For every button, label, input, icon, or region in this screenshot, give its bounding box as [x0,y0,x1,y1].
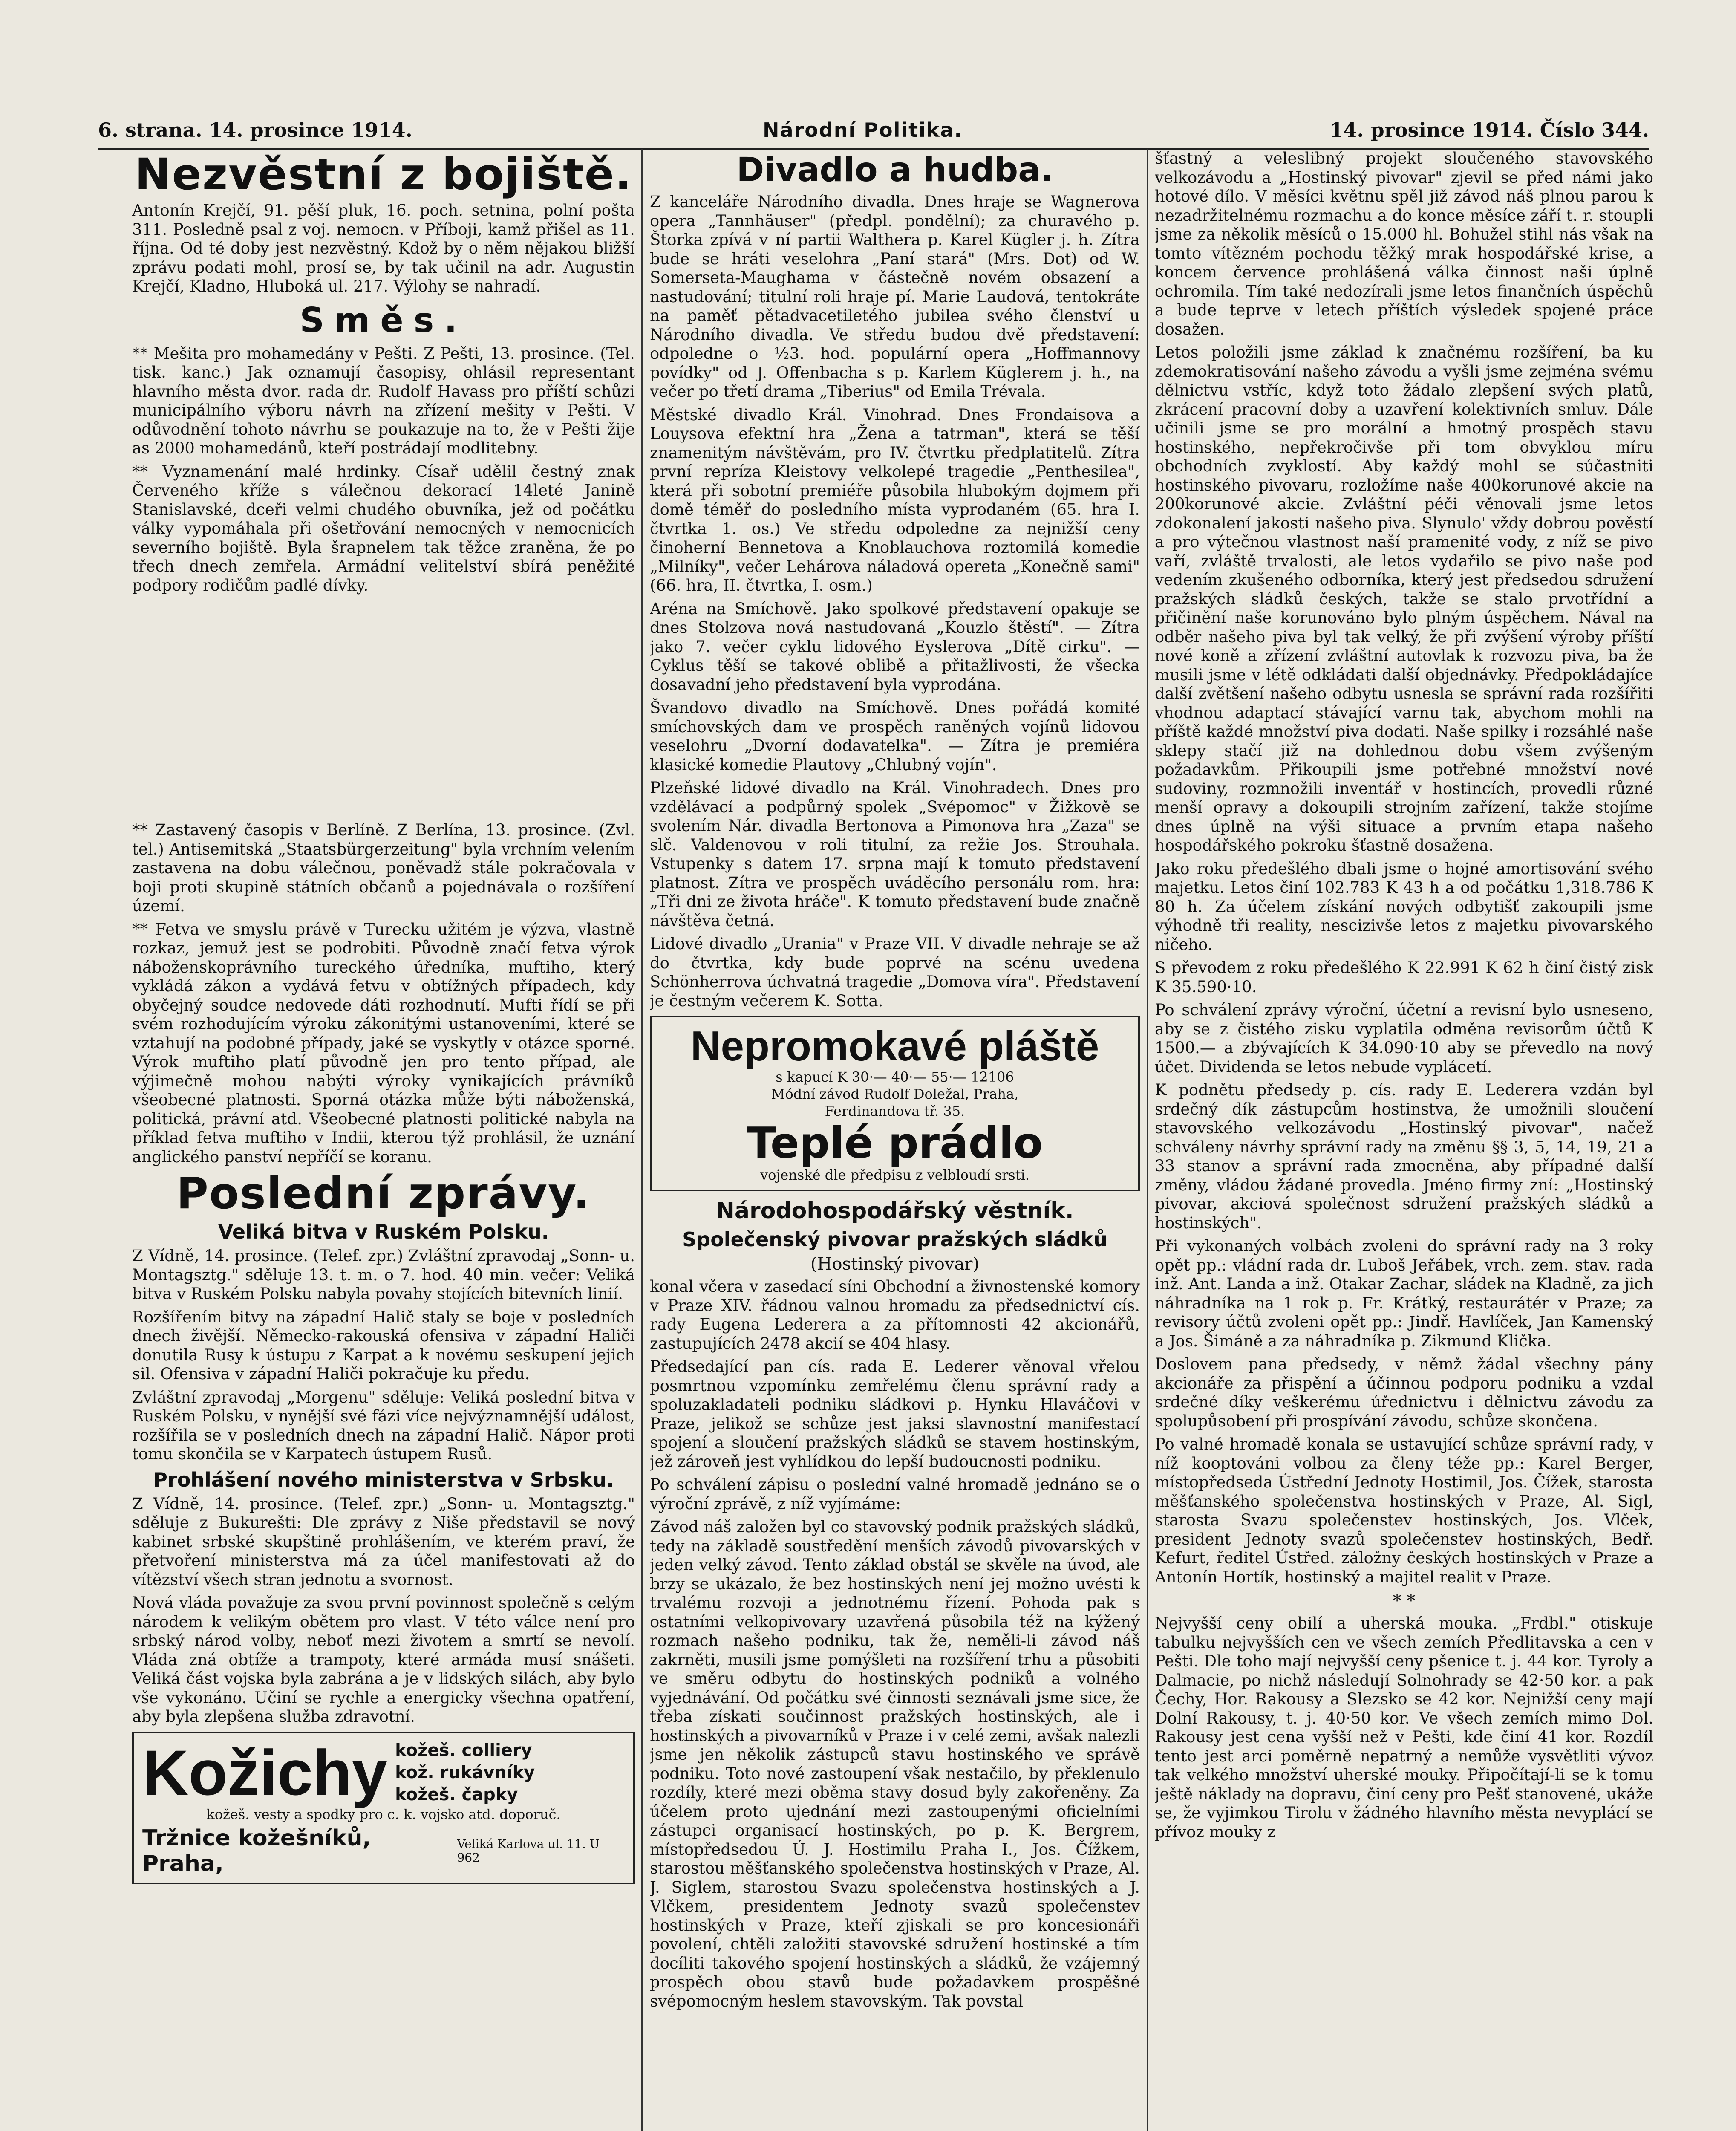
article-paragraph: S převodem z roku předešlého K 22.991 K 62 h činí čistý zisk K 35.590·10. [1155,959,1653,996]
article-paragraph: Po schválení zápisu o poslední valné hromadě jednáno se o výroční zprávě, z níž vyjímáme: [650,1476,1140,1513]
header-right: 14. prosince 1914. Číslo 344. [1329,118,1649,141]
column-rule [641,149,643,2131]
article-paragraph: Nejvyšší ceny obilí a uherská mouka. „Frdbl." otiskuje tabulku nejvyšších cen ve všech zemích Předlitavska a cen v Pešti. Dle toho mají nejvyšší ceny pšenice t. j. 44 kor. Tyroly a Dalmacie, po nichž následují Solnohrady se 42·50 kor. a pak Čechy, Hor. Rakousy a Slezsko se 42 kor. Nejnižší ceny mají Dolní Rakousy, t. j. 40·50 kor. Ve všech zemích mimo Dol. Rakousy jest cena vyšší než v Pešti, kde činí 41 kor. Rozdíl tento jest arci poměrně nepatrný a nemůže vysvětliti vývoz tak velkého množství uherské mouky. Připočítají-li se k tomu ještě náklady na dopravu, činí ceny pro Pešť stanovené, ukáže se, že vyjimkou Tirolu v žádného hlavního města nevyplácí se přívoz mouky z [1155,1614,1653,1841]
column-3 [1155,149,1653,2131]
ad-line: vojenské dle předpisu z velbloudí srsti. [760,1167,1029,1183]
article-paragraph: ** Zastavený časopis v Berlíně. Z Berlína, 13. prosince. (Zvl. tel.) Antisemitská „Staatsbürgerzeitung" byla vrchním velením zastavena na dobu válečnou, poněvadž stále pokračovala v boji proti skupině státních občanů a pojednávala o rozšíření území. [132,821,635,915]
column-2 [650,149,1140,2131]
article-paragraph: Švandovo divadlo na Smíchově. Dnes pořádá komité smíchovských dam ve prospěch raněných vojínů lidovou veselohru „Dvorní dodavatelka". — Zítra je premiéra klasické komedie Plautovy „Chlubný vojín". [650,699,1140,774]
section-title: Nezvěstní z bojiště. [135,149,632,200]
article-paragraph: Po schválení zprávy výroční, účetní a revisní bylo usneseno, aby se z čistého zisku vyplatila odměna revisorům účtů K 1500.— a zbývajících K 34.090·10 aby se převedlo na nový účet. Dividenda se letos nebude vyplácetí. [1155,1001,1653,1076]
column-rule [1147,149,1148,2131]
article-paragraph: Aréna na Smíchově. Jako spolkové představení opakuje se dnes Stolzova nová nastudovaná „Kouzlo štěstí". — Zítra jako 7. večer cyklu lidového Eyslerova „Dítě cirku". — Cyklus těší se takové oblibě a přitažlivosti, že všecka dosavadní jeho představení byla vyprodána. [650,599,1140,694]
ad-item: kož. rukávníky [395,1762,535,1782]
article-paragraph: Doslovem pana předsedy, v němž žádal všechny pány akcionáře za přispění a účinnou podporu podniku a vzdal srdečné díky veškerému úřednictvu i dělnictvu závodu za spolupůsobení při prospívání závodu, schůze skončena. [1155,1355,1653,1430]
article-paragraph: šťastný a veleslibný projekt sloučeného stavovského velkozávodu a „Hostinský pivovar" zjevil se před námi jako hotové dílo. V měsíci květnu spěl již závod náš plnou parou k nezadržitelnému rozmachu a do konce měsíce září t. r. stoupli jsme za několik měsíců o 15.000 hl. Bohužel stihl nás však na tomto vítězném pochodu těžký mrak hospodářské krise, a koncem července prohlášená válka činnost naši úplně ochromila. Tím také nedozírali jsme letos finančních úspěchů a bude teprve v letech příštích výsledek spojené práce dosažen. [1155,149,1653,338]
ad-items [395,1739,535,1806]
section-title: Divadlo a hudba. [736,151,1053,189]
article-paragraph: konal včera v zasedací síni Obchodní a živnostenské komory v Praze XIV. řádnou valnou hromadu za předsednictví cís. rady Eugena Lederera a za přítomnosti 42 akcionářů, zastupujících 2478 akcií se 404 hlasy. [650,1277,1140,1353]
article-paragraph: Antonín Krejčí, 91. pěší pluk, 16. poch. setnina, polní pošta 311. Posledně psal z voj. nemocn. v Příboji, kamž přišel as 11. října. Od té doby jest nezvěstný. Kdož by o něm nějakou bližší zprávu podati mohl, prosí se, by tak učinil na adr. Augustin Krejčí, Kladno, Hluboká ul. 217. Výlohy se nahradí. [132,201,635,295]
ad-title: Kožichy [142,1736,388,1808]
article-paragraph: Při vykonaných volbách zvoleni do správní rady na 3 roky opět pp.: vládní rada dr. Luboš Jeřábek, vrch. zem. stav. rada inž. Ant. Landa a inž. Otakar Zachar, sládek na Kladně, za jich náhradníka na 1 rok p. Fr. Krátký, restaurátér v Praze; za revisory účtů zvoleni opět pp.: Jindř. Havlíček, Jan Kamenský a Jos. Šimáně a za náhradníka p. Zikmund Klička. [1155,1237,1653,1350]
ad-line: Ferdinandova tř. 35. [825,1103,965,1119]
page-header [98,114,1649,150]
article-headline: Veliká bitva v Ruském Polsku. [218,1220,549,1243]
ad-item: kožeš. colliery [395,1740,532,1760]
article-paragraph: Z Vídně, 14. prosince. (Telef. zpr.) Zvláštní zpravodaj „Sonn- u. Montagsztg." sděluje 13. t. m. o 7. hod. 40 min. večer: Veliká bitva v Ruském Polsku nabyla povahy stojících bitevních linií. [132,1247,635,1303]
article-paragraph: K podnětu předsedy p. cís. rady E. Lederera vzdán byl srdečný dík zástupcům hostinstva, že umožnili sloučení stavovského velkozávodu „Hostinský pivovar", načež schváleny návrhy správní rady na změnu §§ 3, 5, 14, 19, 21 a 33 stanov a správní rada zmocněna, aby případné další změny, vládou žádané provedla. Jméno firmy zní: „Hostinský pivovar, akciová společnost sdružení pražských sládků a hostinských". [1155,1081,1653,1232]
section-title: Směs. [300,300,467,340]
article-paragraph: Zvláštní zpravodaj „Morgenu" sděluje: Veliká poslední bitva v Ruském Polsku, v nynější své fázi více nejvýznamnější událost, rozšířila se v posledních dnech na západní Halič. Nápor proti tomu skončila se v Karpatech ústupem Rusů. [132,1388,635,1463]
article-paragraph: Po valné hromadě konala se ustavující schůze správní rady, v níž kooptováni volbou za členy téže pp.: Karel Berger, místopředseda Ústřední Jednoty Hostimil, Jos. Čížek, starosta měšťanského společenstva hostinských v Praze, Al. Sigl, starosta Svazu společenstev hostinských, Jos. Vlček, president Jednoty svazů společenstev hostinských, Bedř. Kefurt, ředitel Ústřed. záložny českých hostinských v Praze a Antonín Hortík, hostinský a majitel realit v Praze. [1155,1435,1653,1586]
ad-line: Módní závod Rudolf Doležal, Praha, [771,1086,1019,1102]
separator: * * [1393,1591,1416,1611]
blank-space [132,599,635,821]
article-headline: Společenský pivovar pražských sládků [682,1228,1107,1251]
article-paragraph: Z kanceláře Národního divadla. Dnes hraje se Wagnerova opera „Tannhäuser" (předpl. pondělní); za churavého p. Štorka zpívá v ní partii Walthera p. Karel Kügler j. h. Zítra bude se hráti veselohra „Paní stará" (Mrs. Dot) od W. Somerseta-Maughama v částečně novém obsazení a nastudování; titulní roli hraje pí. Marie Laudová, tentokráte na paměť pětadvacetiletého jubilea svého členství u Národního divadla. Ve středu budou dvě představení: odpoledne o ½3. hod. populární opera „Hoffmannovy povídky" od J. Offenbacha s p. Karlem Küglerem j. h., na večer po třetí drama „Tiberius" od Emila Trévala. [650,193,1140,401]
article-paragraph: Jako roku předešlého dbali jsme o hojné amortisování svého majetku. Letos činí 102.783 K 43 h a od počátku 1,318.786 K 80 h. Za účelem získání nových odbytišť zakoupili jsme výhodně tři reality, nescizivše letos z majetku pivovarského ničeho. [1155,859,1653,954]
article-subheadline: (Hostinský pivovar) [810,1254,980,1274]
section-title: Národohospodářský věstník. [716,1198,1074,1224]
article-paragraph: ** Mešita pro mohamedány v Pešti. Z Pešti, 13. prosince. (Tel. tisk. kanc.) Jak oznamují časopisy, ohlásil representant hlavního města dvor. rada dr. Rudolf Havass pro příští schůzi municipálního výboru návrh na zřízení mešity v Pešti. V odůvodnění tohoto návrhu se poukazuje na to, že v Pešti žije as 2000 mohamedánů, kteří postrádají modlitebny. [132,344,635,457]
article-paragraph: Letos položili jsme základ k značnému rozšíření, ba ku zdemokratisování našeho závodu a vyšli jsme zejména svému dělnictvu vstříc, když toto žádalo zlepšení svých platů, zkrácení pracovní doby a uzavření kolektivních smluv. Dále učinili jsme se pro morální a hmotný prospěch stavu hostinského, nepřekročivše při tom obvyklou míru obchodních zvyklostí. Aby každý mohl se súčastniti hostinského pivovaru, rozložíme naše 400korunové akcie na 200korunové akcie. Zvláštní péči věnovali jsme letos zdokonalení jakosti našeho piva. Slynulo' vždy dobrou pověstí a pro výtečnou vlastnost naší pramenité vody, z níž se pivo vaří, zvláště trvalosti, ale letos vydařilo se pivo naše pod vedením zkušeného odborníka, který jest předsedou sdružení pražských sládků českých, takže se stalo prvotřídní a přičinění naše korunováno bylo plným úspěchem. Nával na odběr našeho piva byl tak velký, že při zvýšení výroby příští nové koně a zřízení zvláštní autovlak k rozvozu piva, ba že musili jsme v létě odkládati další objednávky. Předpokládajíce další zvětšení našeho odbytu usnesla se správní rada rozšířiti vhodnou adaptací stávající varnu tak, abychom mohli na příště každé množství piva dodati. Naše spilky i rozsáhlé naše sklepy stačí již na dohlednou dobu všem zvýšeným požadavkům. Přikoupili jsme potřebné množství nové sudoviny, rozmnožili inventář v hostincích, provedli různé menší opravy a dokoupili strojním zařízení, takže stojíme dnes úplně na výši situace a prvním etapa našeho hospodářského pokroku šťastně dosažena. [1155,343,1653,855]
article-paragraph: Z Vídně, 14. prosince. (Telef. zpr.) „Sonn- u. Montagsztg." sděluje z Bukurešti: Dle zprávy z Niše představil se nový kabinet srbské skupštině prohlášením, ve kterém praví, že přetvoření ministerstva má za účel manifestovati až do vítězství všech stran jednotu a svornost. [132,1494,635,1589]
ad-address: Veliká Karlova ul. 11. U 962 [457,1836,600,1865]
header-left: 6. strana. 14. prosince 1914. [98,118,412,141]
article-paragraph: ** Vyznamenání malé hrdinky. Císař udělil čestný znak Červeného kříže s válečnou dekorací 14leté Janině Stanislavské, dceři velmi chudého obuvníka, jež od počátku války vypomáhala při ošetřování nemocných v nemocnicích severního bojiště. Byla šrapnelem tak těžce zraněna, že po třech dnech zemřela. Armádní velitelství sbírá peněžité podpory rodičům padlé dívky. [132,462,635,595]
article-paragraph: Závod náš založen byl co stavovský podnik pražských sládků, tedy na základě soustředění menších závodů pivovarských v jeden velký závod. Tento základ obstál se skvěle na úvod, ale brzy se ukázalo, že bez hostinských není jej možno uvésti k trvalému rozvoji a jednotnému řízení. Pohoda pak s ostatními velkopivovary uzavřená působila též na kýžený rozmach našeho podniku, tak že, neměli-li závod náš zakrněti, musili jsme pomýšleti na rozšíření trhu a působiti ve směru odbytu do hostinských podniků a volného vyjednávání. Od počátku své činnosti seznávali jsme sice, že třeba získati součinnost pražských hostinských, ale i hostinských a pivovarníků v Praze i v celé zemi, avšak nalezli jsme jen několik zástupců stavu hostinského ve správě podniku. Toto nové zastoupení však nestačilo, by překlenulo rozdíly, které mezi oběma stavy dosud byly zakořeněny. Za účelem proto ujednání mezi zastoupenými oficielními zástupci organisací hostinských, po p. K. Bergrem, místopředsedou Ú. J. Hostimilu Praha I., Jos. Čížkem, starostou měšťanského společenstva hostinských v Praze, Al. J. Siglem, starostou Svazu společenstva hostinských a J. Vlčkem, presidentem Jednoty svazů společenstev hostinských v Praze, kteří zjiskali se pro koncesionáři povolení, chtěli založiti stavovské sdružení hostinské a tím docíliti takového spojení hostinských a sládků, že vzájemný prospěch obou stavů bude požadavkem prospěšné svépomocným heslem stavovským. Tak povstal [650,1518,1140,2010]
column-1 [132,149,635,2131]
article-headline: Prohlášení nového ministerstva v Srbsku. [153,1468,614,1491]
ad-subtitle: Teplé prádlo [747,1118,1043,1168]
article-paragraph: Plzeňské lidové divadlo na Král. Vinohradech. Dnes pro vzdělávací a podpůrný spolek „Svépomoc" v Žižkově se svolením Nár. divadla Bertonova a Pimonova hra „Zaza" se slč. Valdenovou v roli titulní, za režie Jos. Strouhala. Vstupenky s datem 17. srpna mají k tomuto představení platnost. Zítra ve prospěch uváděcího personálu rom. hra: „Tři dni ze života hráče". K tomuto představení bude značně návštěva četná. [650,779,1140,930]
section-title: Poslední zprávy. [176,1168,591,1219]
ad-company: Tržnice kožešníků, Praha, [142,1825,371,1877]
ad-main-row [142,1736,625,1808]
article-paragraph: Rozšířením bitvy na západní Halič staly se boje v posledních dnech živější. Německo-rakouská ofensiva v západní Haliči donutila Rusy k ústupu z Karpat a k novému seskupení jejich sil. Ofensiva v západní Haliči pokračuje ku předu. [132,1308,635,1383]
advertisement-plaste [650,1016,1140,1191]
ad-title: Nepromokavé pláště [690,1022,1099,1069]
ad-line: s kapucí K 30·— 40·— 55·— 12106 [776,1069,1014,1085]
article-paragraph: Předsedající pan cís. rada E. Lederer věnoval vřelou posmrtnou vzpomínku zemřelému členu správní rady a spoluzakladateli podniku sládkovi p. Hynku Hlaváčovi v Praze, jelikož se schůze jest jaksi slavnostní manifestací spojení a sloučení pražských sládků se stavem hostinským, jež zároveň jest vyhlídkou do lepší budoucnosti podniku. [650,1357,1140,1471]
newspaper-title: Národní Politika. [763,118,963,141]
article-paragraph: Lidové divadlo „Urania" v Praze VII. V divadle nehraje se až do čtvrtka, kdy bude poprvé na scénu uvedena Schönherrova úchvatná tragedie „Domova víra". Představení je čestným večerem K. Sotta. [650,935,1140,1010]
advertisement-kozichy [132,1732,635,1884]
ad-line: kožeš. vesty a spodky pro c. k. vojsko atd. doporuč. [206,1806,561,1822]
ad-item: kožeš. čapky [395,1784,518,1805]
article-paragraph: Městské divadlo Král. Vinohrad. Dnes Frondaisova a Louysova efektní hra „Žena a tatrman", která se těší znamenitým návštěvám, pro IV. čtvrtku předplatitelů. Zítra první repríza Kleistovy velkolepé tragedie „Penthesilea", která při sobotní premiéře působila hlubokým dojmem při domě téměř do posledního místa vyprodaném (65. hra I. čtvrtka 1. os.) Ve středu odpoledne za nejnižší ceny činoherní Bennetova a Knoblauchova roztomilá komedie „Milníky", večer Lehárova náladová opereta „Konečně sami" (66. hra, II. čtvrtka, I. osm.) [650,405,1140,595]
article-paragraph: Nová vláda považuje za svou první povinnost společně s celým národem k velikým obětem pro vlast. V této válce není pro srbský národ volby, neboť mezi životem a smrtí se nevolí. Vláda zná obtíže a trampoty, které armáda musí snášeti. Veliká část vojska byla zabrána a je v lidských silách, aby bylo vše vykonáno. Učiní se rychle a energicky všechna opatření, aby byla zlepšena služba zdravotní. [132,1594,635,1726]
article-paragraph: ** Fetva ve smyslu právě v Turecku užitém je výzva, vlastně rozkaz, jemuž jest se podrobiti. Původně značí fetva výrok náboženskoprávního tureckého úředníka, muftiho, který vykládá zákon a vydává fetvu v obtížných případech, kdy obyčejný soudce nedovede dáti rozhodnutí. Mufti řídí se při svém rozhodujícím výroku zákonitými ustanoveními, které se vztahují na podobné případy, jaké se vyskytly v otázce sporné. Výrok muftiho platí původně jen pro tento případ, ale výjimečně mohou nabýti výroky vynikajících právníků všeobecné platnosti. Sporná otázka může býti náboženská, politická, právní atd. Všeobecné platnosti politické nabyla na příklad fetva muftiho v Indii, kterou týž prohlásil, že uznání anglického panství nepříčí se koranu. [132,920,635,1166]
ad-footer [142,1825,625,1877]
